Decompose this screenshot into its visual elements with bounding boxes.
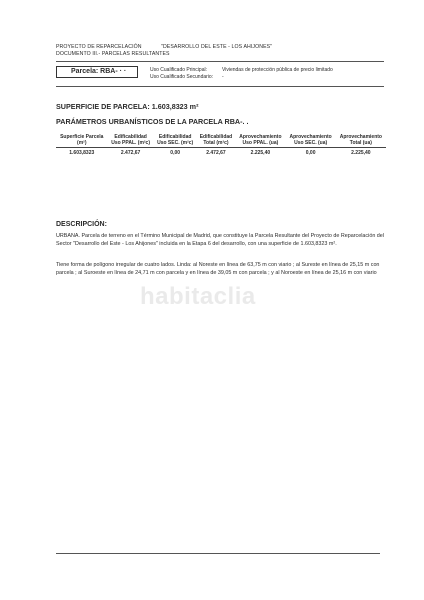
uso-divider <box>56 86 384 87</box>
descripcion-paragraph-1: URBANA. Parcela de terreno en el Término Municipal de Madrid, que constituye la Parcela Resultante del Proyecto de Reparcelación del Sector "Desarrollo del Este - Los Ahijones" incluida en la Etapa 6 del desarrollo, con una superficie de 1.603,8323 m². <box>56 233 385 247</box>
table-row <box>56 147 386 156</box>
table-cell: 1.603,8323 <box>69 149 95 156</box>
table-cell: 2.225,40 <box>351 149 371 156</box>
table-cell: 0,00 <box>305 149 316 156</box>
table-cell: 2.225,40 <box>250 149 271 156</box>
uso-principal-label: Uso Cualificado Principal: <box>150 67 207 73</box>
descripcion-paragraph-2: Tiene forma de polígono irregular de cuatro lados. Linda: al Noreste en línea de 63,75 m con viario ; al Sureste en línea de 25,15 m con parcela ; al Suroeste en línea de 24,71 m con parcela y en línea de 39,05 m con parcela ; y al Noroeste en línea de 25,16 m con viario <box>56 262 380 276</box>
col-header: Aprovechamiento Total (ua) <box>339 134 382 147</box>
col-header: Edificabilidad Total (m²c) <box>199 134 233 147</box>
table-cell: 0,00 <box>170 149 181 156</box>
col-header: Edificabilidad Uso PPAL. (m²c) <box>111 134 151 147</box>
col-header: Aprovechamiento Uso SEC. (ua) <box>289 134 332 147</box>
parametros-table <box>56 134 386 156</box>
descripcion-title: DESCRIPCIÓN: <box>56 221 107 228</box>
uso-block <box>150 67 333 81</box>
uso-secundario-value: - <box>222 74 224 80</box>
parcela-label-box: Parcela: RBA- · · <box>56 66 138 78</box>
col-header: Aprovechamiento Uso PPAL. (ua) <box>239 134 282 147</box>
uso-secundario-label: Uso Cualificado Secundario: <box>150 74 214 80</box>
table-cell: 2.472,67 <box>206 149 226 156</box>
table-cell: 2.472,67 <box>120 149 141 156</box>
header-divider <box>56 61 384 62</box>
table-header-row <box>56 134 386 147</box>
col-header: Edificabilidad Uso SEC. (m²c) <box>157 134 194 147</box>
document-header <box>56 44 273 58</box>
parametros-title: PARÁMETROS URBANÍSTICOS DE LA PARCELA RBA-. . <box>56 117 249 126</box>
superficie-title: SUPERFICIE DE PARCELA: 1.603,8323 m² <box>56 102 199 111</box>
uso-principal-value: Viviendas de protección pública de precio limitado <box>222 67 333 73</box>
watermark-logo: habitaclia <box>140 283 256 310</box>
footer-divider <box>56 553 380 554</box>
col-header: Superficie Parcela (m²) <box>60 134 104 147</box>
header-line-1: PROYECTO DE REPARCELACIÓN <box>56 44 142 50</box>
header-line-2: DOCUMENTO III.- PARCELAS RESULTANTES <box>56 51 170 57</box>
header-project-name: "DESARROLLO DEL ESTE - LOS AHIJONES" <box>161 44 273 50</box>
